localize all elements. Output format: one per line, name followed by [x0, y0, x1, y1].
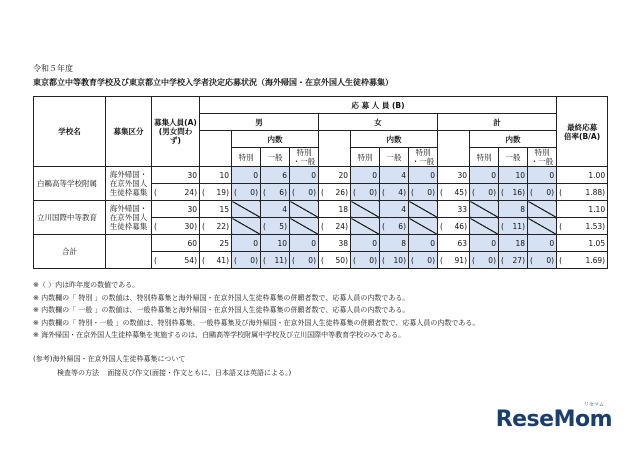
both-l2: ・一般: [530, 157, 554, 166]
logo-small-text: リセマム: [584, 402, 604, 408]
female-total-prev: ( 26): [319, 184, 351, 201]
note-line: ※ 内数欄の「 特別・一般 」の数値は、特別枠募集、一般枠募集及び海外帰国・在京外国人生徒枠募集の併願者数で、応募人員の内数である。: [33, 318, 480, 327]
male-both: 0: [290, 235, 319, 252]
capacity: 30: [152, 201, 200, 218]
total-special-prev: ( 0): [470, 184, 499, 201]
note-line: ※ 内数欄の「 特別 」の数値は、特別枠募集と海外帰国・在京外国人生徒枠募集の併願者数で、応募人員の内数である。: [33, 293, 410, 302]
capacity: 60: [152, 235, 200, 252]
total-both-prev: ( 0): [528, 252, 557, 269]
ratio: 1.05: [557, 235, 608, 252]
male-both-na: [290, 218, 319, 235]
total-total: 33: [438, 201, 470, 218]
header-applicants: 応 募 人 員 (B): [200, 97, 557, 114]
male-general: 4: [261, 201, 290, 218]
male-both: 0: [290, 167, 319, 184]
header-male: 男: [200, 114, 319, 131]
total-special-prev: ( 0): [470, 252, 499, 269]
reference-exam-label: 検査等の方法: [57, 369, 99, 377]
female-general: 4: [380, 167, 409, 184]
category-line: 生徒枠募集: [109, 188, 148, 197]
male-general: 10: [261, 235, 290, 252]
both-l1: 特別: [415, 148, 431, 157]
female-total: 38: [319, 235, 351, 252]
total-both-na: [528, 218, 557, 235]
category: [106, 201, 152, 235]
header-total: 計: [438, 114, 557, 131]
female-special: 0: [351, 167, 380, 184]
note-line: ※ 内数欄の「 一般 」の数値は、一般枠募集と海外帰国・在京外国人生徒枠募集の併願者数で、応募人員の内数である。: [33, 306, 410, 314]
female-special-na: [351, 218, 380, 235]
male-both-prev: ( 0): [290, 184, 319, 201]
header-capacity-line1: 募集人員(A): [154, 118, 197, 127]
female-special-prev: ( 0): [351, 184, 380, 201]
category-blank: [106, 235, 152, 269]
ratio-prev: ( 1.69): [557, 252, 608, 269]
category-line: 在京外国人: [109, 213, 148, 222]
male-both-na: [290, 201, 319, 218]
total-total-prev: ( 46): [438, 218, 470, 235]
male-special: 0: [232, 235, 261, 252]
capacity-prev: ( 30): [152, 218, 200, 235]
document-title: 東京都立中等教育学校及び東京都立中学校入学者決定応募状況（海外帰国・在京外国人生徒枠募集）: [33, 78, 393, 87]
school-name: 立川国際中等教育: [34, 201, 106, 235]
header-category: 募集区分: [106, 97, 152, 167]
applicants-table: [33, 96, 608, 269]
reference-title: (参考)海外帰国・在京外国人生徒枠募集について: [33, 355, 186, 363]
male-both-prev: ( 0): [290, 252, 319, 269]
female-general-prev: ( 6): [380, 218, 409, 235]
female-total: 20: [319, 167, 351, 184]
male-general-prev: ( 6): [261, 184, 290, 201]
female-general: 4: [380, 201, 409, 218]
total-special: 0: [470, 167, 499, 184]
male-special-na: [232, 218, 261, 235]
header-male-special: 特別: [232, 148, 261, 167]
total-special-na: [470, 201, 499, 218]
header-total-general: 一般: [499, 148, 528, 167]
school-name: 白鷗高等学校附属: [34, 167, 106, 201]
female-both-na: [409, 218, 438, 235]
female-both-prev: ( 0): [409, 252, 438, 269]
category-line: 在京外国人: [109, 179, 148, 188]
ratio-prev: ( 1.53): [557, 218, 608, 235]
header-female-blank: [319, 131, 351, 167]
female-special-na: [351, 201, 380, 218]
capacity: 30: [152, 167, 200, 184]
total-total-prev: ( 45): [438, 184, 470, 201]
female-total-prev: ( 24): [319, 218, 351, 235]
table-row: [34, 201, 608, 218]
table-row-total: [34, 235, 608, 252]
male-total: 10: [200, 167, 232, 184]
male-special-na: [232, 201, 261, 218]
ratio-prev: ( 1.88): [557, 184, 608, 201]
reference: [33, 352, 291, 380]
header-ratio: [557, 97, 608, 167]
total-general: 18: [499, 235, 528, 252]
header-male-breakdown: 内数: [232, 131, 319, 148]
header-total-both: [528, 148, 557, 167]
male-total: 25: [200, 235, 232, 252]
header-total-blank: [438, 131, 470, 167]
header-school: 学校名: [34, 97, 106, 167]
header-row-1: [34, 97, 608, 114]
header-male-general: 一般: [261, 148, 290, 167]
category-line: 海外帰国・: [109, 204, 148, 213]
capacity-prev: ( 24): [152, 184, 200, 201]
total-general-prev: ( 27): [499, 252, 528, 269]
table-row: [34, 167, 608, 184]
header-capacity: [152, 97, 200, 167]
female-both-prev: ( 0): [409, 184, 438, 201]
both-l2: ・一般: [292, 157, 316, 166]
resemom-logo: [495, 402, 612, 432]
male-general-prev: ( 11): [261, 252, 290, 269]
male-general-prev: ( 5): [261, 218, 290, 235]
header-female-breakdown: 内数: [351, 131, 438, 148]
header-male-blank: [200, 131, 232, 167]
header-capacity-line2: (男女問わず): [158, 127, 193, 145]
ratio: 1.10: [557, 201, 608, 218]
total-general-prev: ( 11): [499, 218, 528, 235]
ratio: 1.00: [557, 167, 608, 184]
header-total-special: 特別: [470, 148, 499, 167]
header-female: 女: [319, 114, 438, 131]
total-both-na: [528, 201, 557, 218]
male-special-prev: ( 0): [232, 184, 261, 201]
note-line: ※（ ）内は昨年度の数値である。: [33, 281, 140, 289]
total-general: 10: [499, 167, 528, 184]
both-l2: ・一般: [411, 157, 435, 166]
category: [106, 167, 152, 201]
male-general: 6: [261, 167, 290, 184]
category-line: 海外帰国・: [109, 170, 148, 179]
total-total-prev: ( 91): [438, 252, 470, 269]
female-both: 0: [409, 167, 438, 184]
capacity-prev: ( 54): [152, 252, 200, 269]
header-female-general: 一般: [380, 148, 409, 167]
header-female-special: 特別: [351, 148, 380, 167]
female-total-prev: ( 50): [319, 252, 351, 269]
female-both: 0: [409, 235, 438, 252]
male-total: 15: [200, 201, 232, 218]
female-general: 8: [380, 235, 409, 252]
total-both: 0: [528, 235, 557, 252]
logo-text: ReseMom: [495, 407, 612, 432]
female-special: 0: [351, 235, 380, 252]
note-line: ※ 海外帰国・在京外国人生徒枠募集を実施するのは、白鷗高等学校附属中学校及び立川国際中等教育学校のみである。: [33, 331, 406, 339]
header-male-both: [290, 148, 319, 167]
total-both-prev: ( 0): [528, 184, 557, 201]
male-special-prev: ( 0): [232, 252, 261, 269]
female-both-na: [409, 201, 438, 218]
total-both: 0: [528, 167, 557, 184]
male-total-prev: ( 22): [200, 218, 232, 235]
category-line: 生徒枠募集: [109, 222, 148, 231]
male-total-prev: ( 19): [200, 184, 232, 201]
female-general-prev: ( 10): [380, 252, 409, 269]
total-general: 8: [499, 201, 528, 218]
female-total: 18: [319, 201, 351, 218]
header-ratio-line2: 倍率(B/A): [564, 131, 601, 141]
school-name: 合計: [34, 235, 106, 269]
male-special: 0: [232, 167, 261, 184]
total-total: 30: [438, 167, 470, 184]
header-total-breakdown: 内数: [470, 131, 557, 148]
female-general-prev: ( 4): [380, 184, 409, 201]
total-special: 0: [470, 235, 499, 252]
total-special-na: [470, 218, 499, 235]
header-female-both: [409, 148, 438, 167]
female-special-prev: ( 0): [351, 252, 380, 269]
year-label: 令和５年度: [33, 64, 73, 73]
both-l1: 特別: [534, 148, 550, 157]
male-total-prev: ( 41): [200, 252, 232, 269]
total-general-prev: ( 16): [499, 184, 528, 201]
total-total: 63: [438, 235, 470, 252]
header-ratio-line1: 最終応募: [567, 122, 598, 132]
reference-exam-value: 面接及び作文(面接・作文ともに、日本語又は英語による。): [107, 369, 292, 377]
reference-exam: [33, 366, 291, 380]
both-l1: 特別: [296, 148, 312, 157]
notes: [33, 279, 479, 342]
